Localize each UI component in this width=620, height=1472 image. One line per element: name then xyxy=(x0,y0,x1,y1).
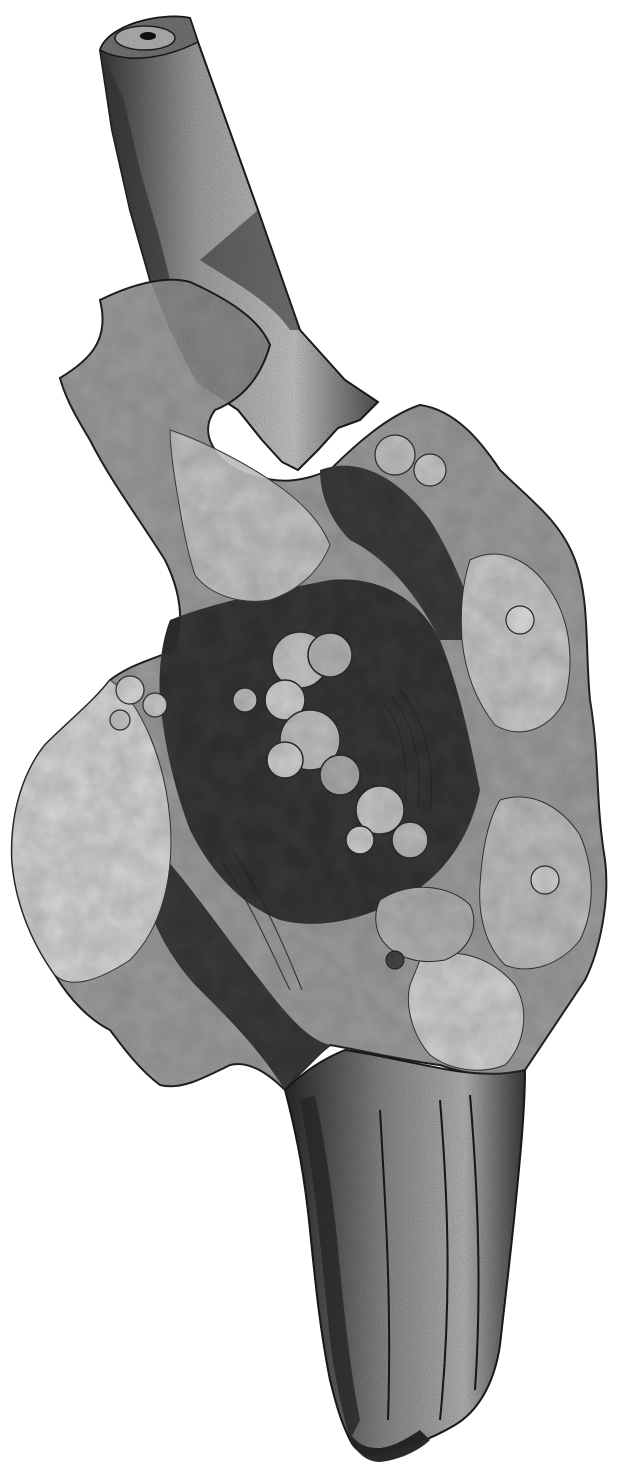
engraving-texture xyxy=(12,17,606,1456)
